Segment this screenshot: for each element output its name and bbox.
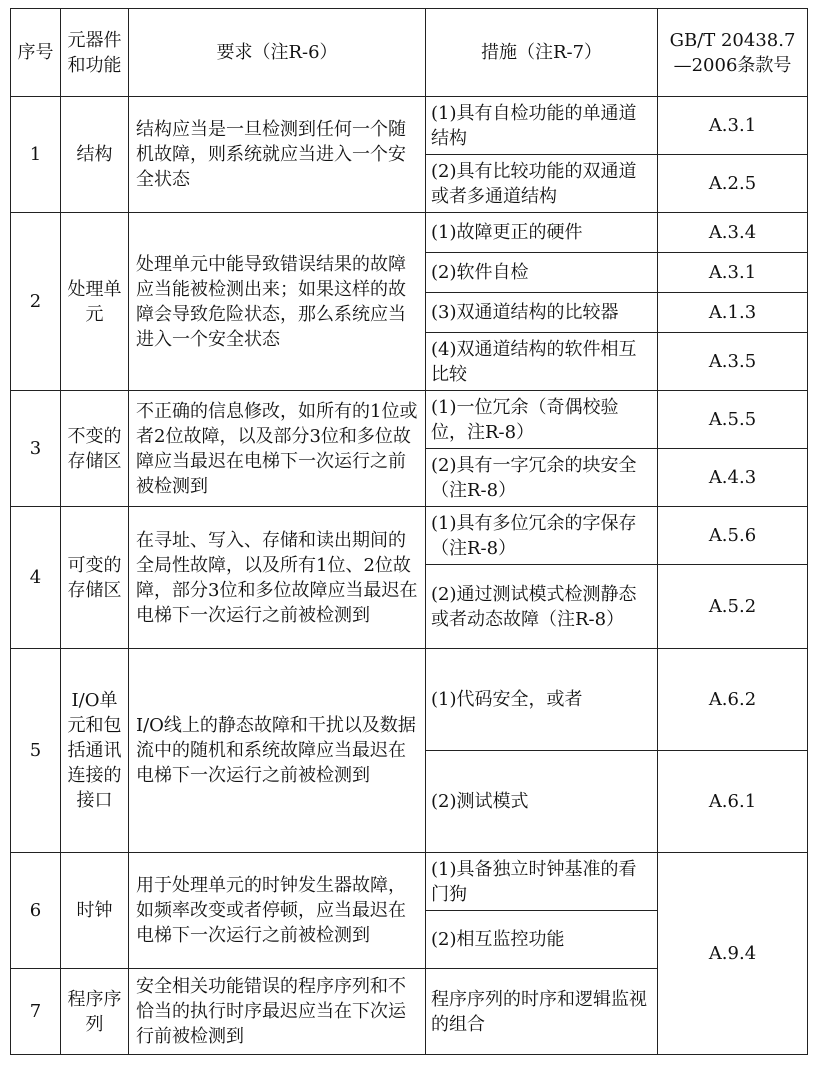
row-clause: A.5.5: [658, 391, 808, 449]
row-clause: A.3.5: [658, 333, 808, 391]
row-requirement: 结构应当是一旦检测到任何一个随机故障，则系统就应当进入一个安全状态: [129, 97, 426, 213]
safety-requirements-table: [10, 8, 808, 1055]
row-measure: (2)具有比较功能的双通道或者多通道结构: [426, 155, 658, 213]
row-measure: 程序序列的时序和逻辑监视的组合: [426, 969, 658, 1055]
row-clause: A.5.6: [658, 507, 808, 565]
header-component: 元器件和功能: [61, 9, 129, 97]
row-measure: (2)软件自检: [426, 253, 658, 293]
header-clause: GB/T 20438.7—2006条款号: [658, 9, 808, 97]
row-index: 4: [11, 507, 61, 649]
row-measure: (1)具有多位冗余的字保存（注R-8）: [426, 507, 658, 565]
row-index: 5: [11, 649, 61, 853]
row-requirement: I/O线上的静态故障和干扰以及数据流中的随机和系统故障应当最迟在电梯下一次运行之前被检测到: [129, 649, 426, 853]
row-measure: (1)代码安全，或者: [426, 649, 658, 751]
row-component: 时钟: [61, 853, 129, 969]
row-clause: A.4.3: [658, 449, 808, 507]
row-measure: (1)一位冗余（奇偶校验位，注R-8）: [426, 391, 658, 449]
row-index: 6: [11, 853, 61, 969]
table-row: [11, 853, 808, 911]
row-clause: A.3.4: [658, 213, 808, 253]
row-measure: (3)双通道结构的比较器: [426, 293, 658, 333]
row-clause: A.9.4: [658, 853, 808, 1055]
row-clause: A.6.1: [658, 751, 808, 853]
row-index: 7: [11, 969, 61, 1055]
row-clause: A.3.1: [658, 253, 808, 293]
row-measure: (1)故障更正的硬件: [426, 213, 658, 253]
row-measure: (2)相互监控功能: [426, 911, 658, 969]
table-row: [11, 391, 808, 449]
table-wrapper: [10, 8, 808, 1055]
row-measure: (1)具有自检功能的单通道结构: [426, 97, 658, 155]
row-clause: A.3.1: [658, 97, 808, 155]
row-component: 程序序列: [61, 969, 129, 1055]
row-measure: (2)具有一字冗余的块安全（注R-8）: [426, 449, 658, 507]
row-requirement: 处理单元中能导致错误结果的故障应当能被检测出来；如果这样的故障会导致危险状态，那么系统应当进入一个安全状态: [129, 213, 426, 391]
row-component: I/O单元和包括通讯连接的接口: [61, 649, 129, 853]
row-component: 可变的存储区: [61, 507, 129, 649]
header-row: [11, 9, 808, 97]
row-clause: A.5.2: [658, 565, 808, 649]
row-requirement: 用于处理单元的时钟发生器故障，如频率改变或者停顿，应当最迟在电梯下一次运行之前被检测到: [129, 853, 426, 969]
row-requirement: 不正确的信息修改，如所有的1位或者2位故障，以及部分3位和多位故障应当最迟在电梯下一次运行之前被检测到: [129, 391, 426, 507]
row-component: 处理单元: [61, 213, 129, 391]
row-requirement: 在寻址、写入、存储和读出期间的全局性故障，以及所有1位、2位故障，部分3位和多位故障应当最迟在电梯下一次运行之前被检测到: [129, 507, 426, 649]
table-row: [11, 97, 808, 155]
row-measure: (1)具备独立时钟基准的看门狗: [426, 853, 658, 911]
row-measure: (2)测试模式: [426, 751, 658, 853]
header-index: 序号: [11, 9, 61, 97]
row-requirement: 安全相关功能错误的程序序列和不恰当的执行时序最迟应当在下次运行前被检测到: [129, 969, 426, 1055]
row-clause: A.1.3: [658, 293, 808, 333]
row-index: 1: [11, 97, 61, 213]
row-clause: A.2.5: [658, 155, 808, 213]
row-component: 不变的存储区: [61, 391, 129, 507]
table-row: [11, 649, 808, 751]
table-row: [11, 213, 808, 253]
header-requirement: 要求（注R-6）: [129, 9, 426, 97]
row-measure: (2)通过测试模式检测静态或者动态故障（注R-8）: [426, 565, 658, 649]
row-clause: A.6.2: [658, 649, 808, 751]
row-component: 结构: [61, 97, 129, 213]
header-measure: 措施（注R-7）: [426, 9, 658, 97]
row-index: 2: [11, 213, 61, 391]
table-row: [11, 507, 808, 565]
row-index: 3: [11, 391, 61, 507]
row-measure: (4)双通道结构的软件相互比较: [426, 333, 658, 391]
